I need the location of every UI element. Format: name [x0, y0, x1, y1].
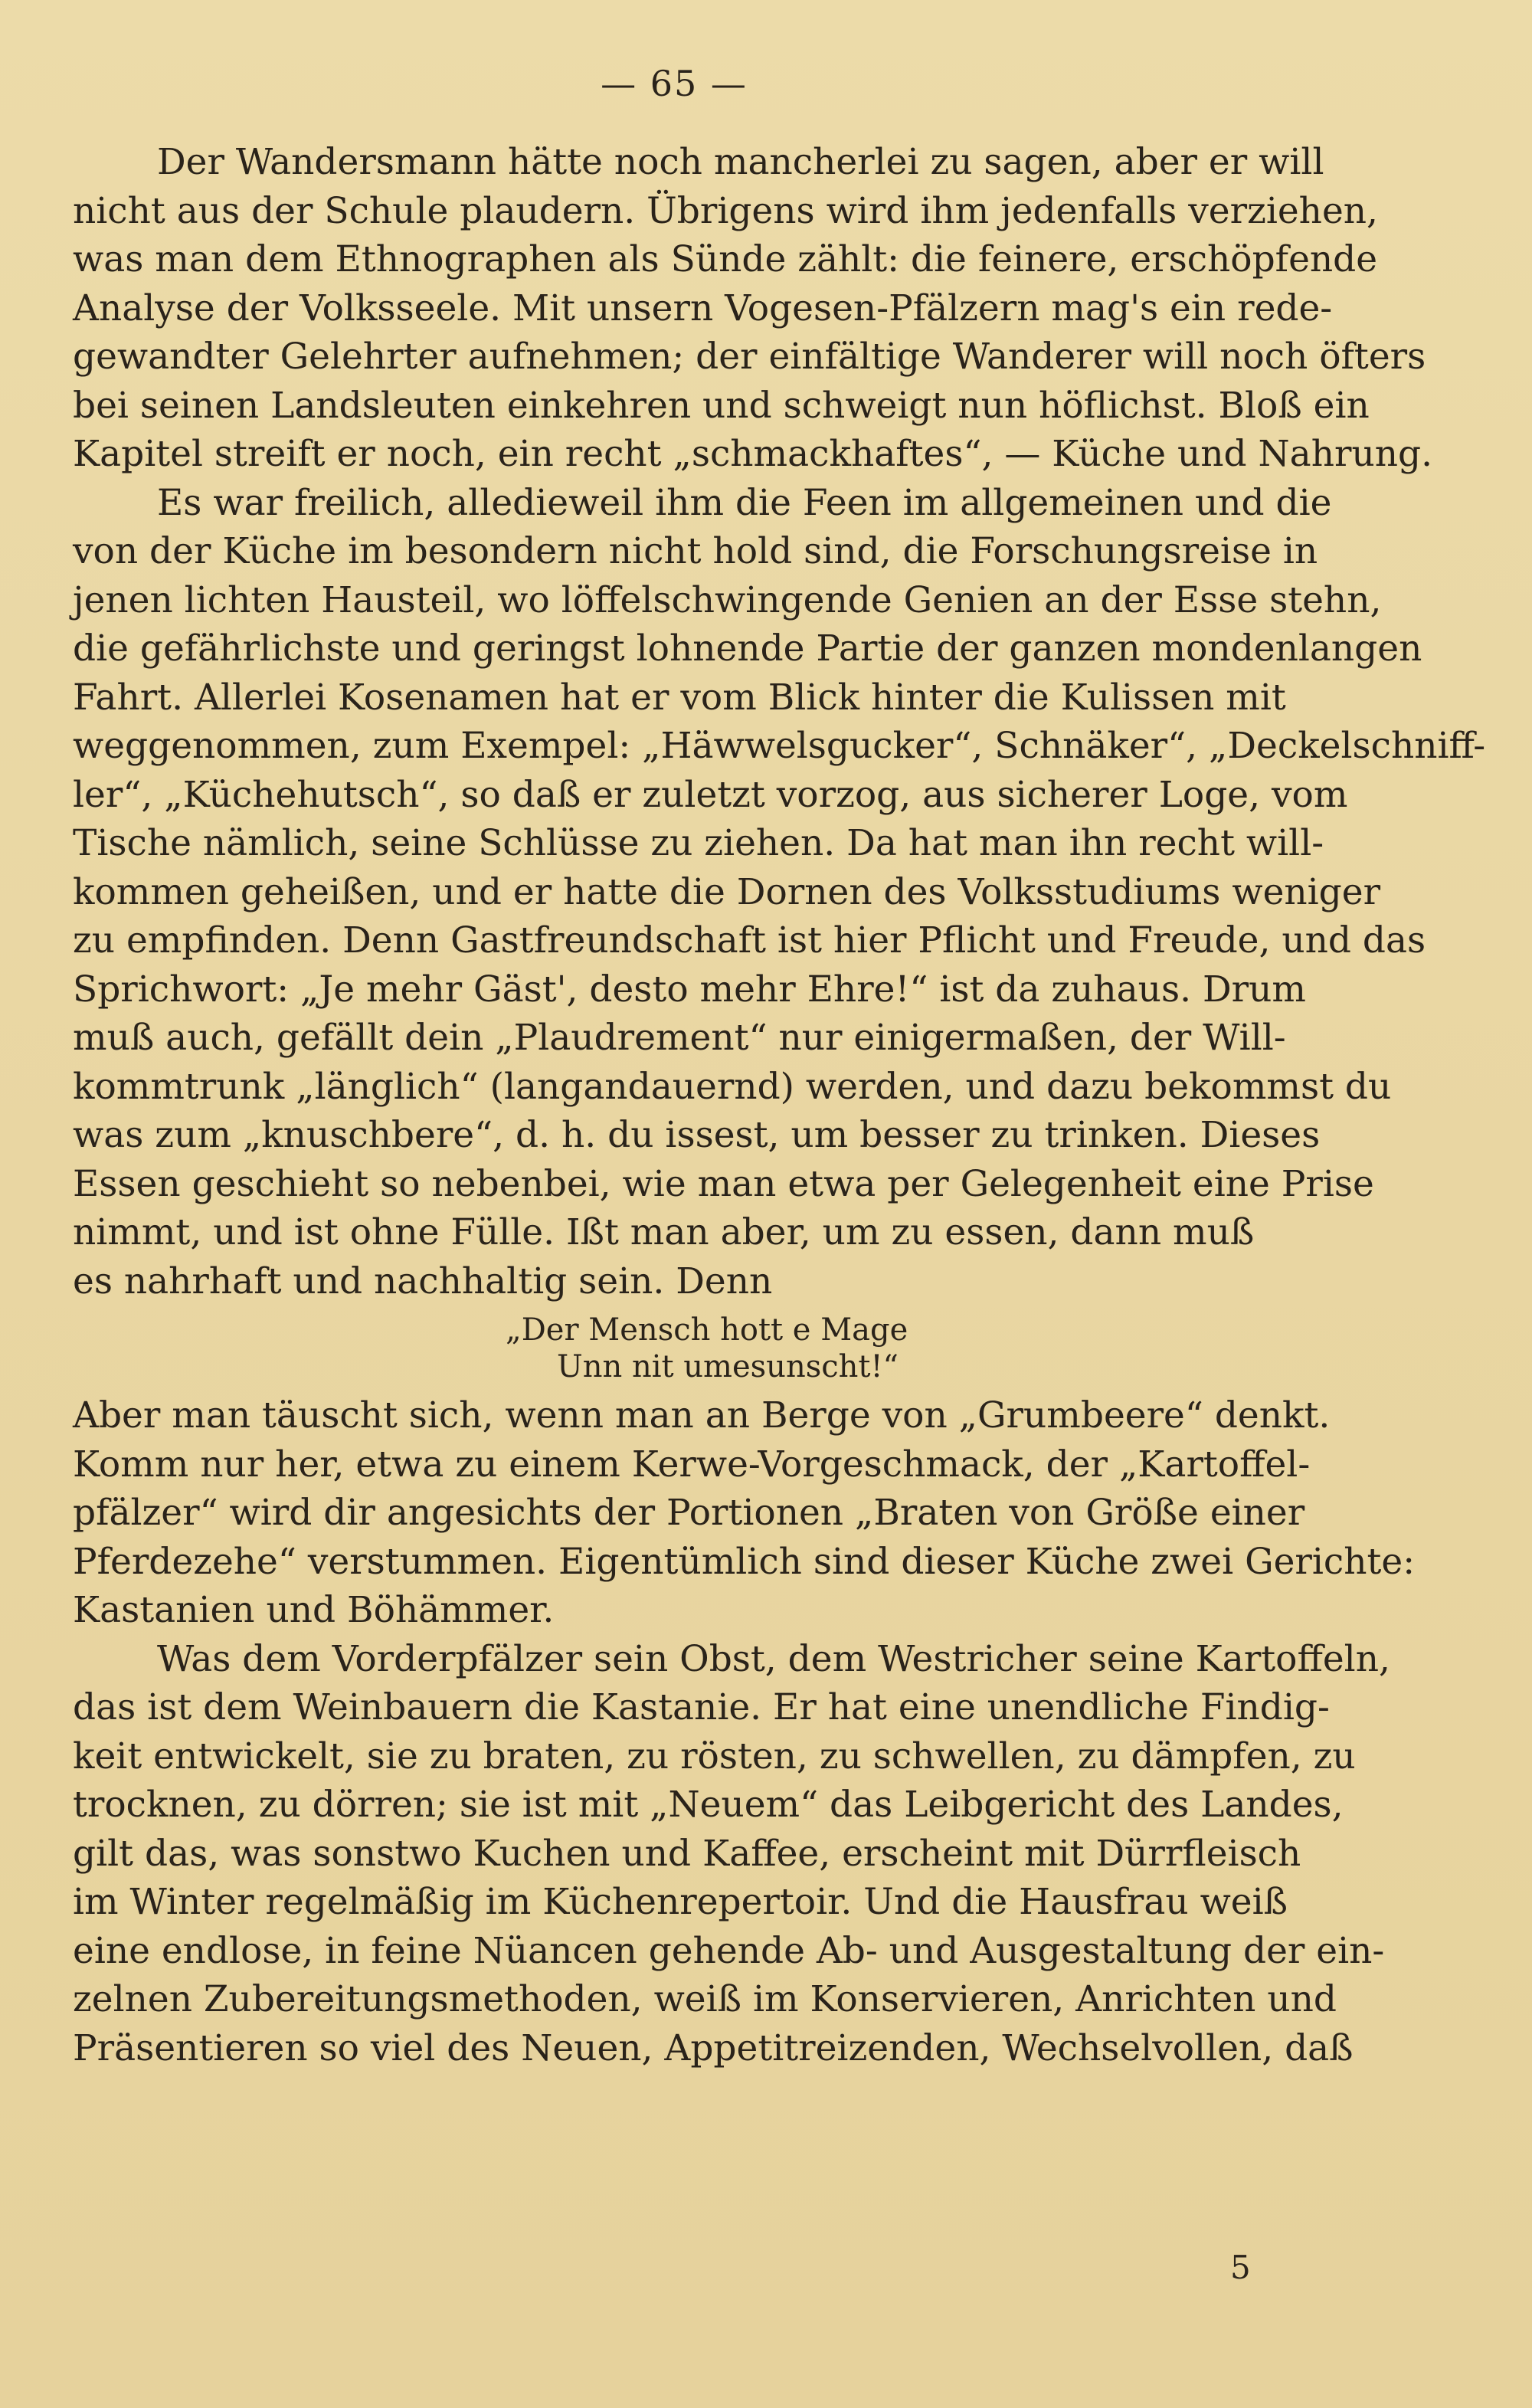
text-line: das ist dem Weinbauern die Kastanie. Er hat eine unendliche Findig-	[73, 1686, 1330, 1728]
text-line: Fahrt. Allerlei Kosenamen hat er vom Blick hinter die Kulissen mit	[73, 676, 1286, 719]
verse-line: Unn nit umesunscht!“	[557, 1349, 899, 1384]
text-line: keit entwickelt, sie zu braten, zu rösten, zu schwellen, zu dämpfen, zu	[73, 1735, 1356, 1777]
text-line: zu empfinden. Denn Gastfreundschaft ist hier Pflicht und Freude, und das	[73, 919, 1426, 962]
text-line: Was dem Vorderpfälzer sein Obst, dem Westricher seine Kartoffeln,	[157, 1637, 1390, 1680]
signature-mark: 5	[1230, 2249, 1251, 2286]
text-line: weggenommen, zum Exempel: „Häwwelsgucker“, Schnäker“, „Deckelschniff-	[73, 725, 1486, 767]
text-line: Kapitel streift er noch, ein recht „schmackhaftes“, — Küche und Nahrung.	[73, 433, 1433, 475]
text-line: muß auch, gefällt dein „Plaudrement“ nur einigermaßen, der Will-	[73, 1017, 1286, 1059]
text-line: Sprichwort: „Je mehr Gäst', desto mehr Ehre!“ ist da zuhaus. Drum	[73, 968, 1306, 1011]
page-number: — 65 —	[601, 63, 748, 104]
text-line: gilt das, was sonstwo Kuchen und Kaffee, erscheint mit Dürrfleisch	[73, 1832, 1301, 1875]
text-line: Aber man täuscht sich, wenn man an Berge von „Grumbeere“ denkt.	[73, 1394, 1331, 1437]
text-line: Komm nur her, etwa zu einem Kerwe-Vorgeschmack, der „Kartoffel-	[73, 1443, 1311, 1486]
text-line: Essen geschieht so nebenbei, wie man etwa per Gelegenheit eine Prise	[73, 1162, 1374, 1205]
text-line: nicht aus der Schule plaudern. Übrigens wird ihm jedenfalls verziehen,	[73, 189, 1378, 232]
text-line: pfälzer“ wird dir angesichts der Portionen „Braten von Größe einer	[73, 1492, 1305, 1534]
text-line: im Winter regelmäßig im Küchenrepertoir. Und die Hausfrau weiß	[73, 1881, 1288, 1923]
text-line: es nahrhaft und nachhaltig sein. Denn	[73, 1260, 773, 1302]
text-line: zelnen Zubereitungsmethoden, weiß im Konservieren, Anrichten und	[73, 1978, 1337, 2020]
text-line: ler“, „Küchehutsch“, so daß er zuletzt vorzog, aus sicherer Loge, vom	[73, 773, 1348, 816]
text-line: nimmt, und ist ohne Fülle. Ißt man aber, um zu essen, dann muß	[73, 1211, 1255, 1253]
text-line: Präsentieren so viel des Neuen, Appetitreizenden, Wechselvollen, daß	[73, 2026, 1354, 2069]
text-line: Pferdezehe“ verstummen. Eigentümlich sind dieser Küche zwei Gerichte:	[73, 1540, 1416, 1583]
body-text	[73, 138, 1486, 2072]
verse-line: „Der Mensch hott e Mage	[506, 1312, 908, 1348]
text-line: bei seinen Landsleuten einkehren und schweigt nun höflichst. Bloß ein	[73, 384, 1370, 427]
text-line: Es war freilich, alledieweil ihm die Feen im allgemeinen und die	[157, 481, 1332, 524]
text-line: kommtrunk „länglich“ (langandauernd) werden, und dazu bekommst du	[73, 1065, 1392, 1108]
text-line: Der Wandersmann hätte noch mancherlei zu sagen, aber er will	[157, 141, 1324, 183]
text-line: die gefährlichste und geringst lohnende Partie der ganzen mondenlangen	[73, 627, 1422, 670]
text-line: trocknen, zu dörren; sie ist mit „Neuem“ das Leibgericht des Landes,	[73, 1784, 1344, 1826]
text-line: Tische nämlich, seine Schlüsse zu ziehen. Da hat man ihn recht will-	[73, 822, 1324, 864]
text-line: Kastanien und Böhämmer.	[73, 1589, 555, 1631]
text-line: eine endlose, in feine Nüancen gehende Ab- und Ausgestaltung der ein-	[73, 1929, 1385, 1972]
text-line: Analyse der Volksseele. Mit unsern Vogesen-Pfälzern mag's ein rede-	[73, 287, 1333, 329]
text-line: kommen geheißen, und er hatte die Dornen des Volksstudiums weniger	[73, 870, 1381, 913]
text-line: jenen lichten Hausteil, wo löffelschwingende Genien an der Esse stehn,	[73, 578, 1382, 621]
text-line: gewandter Gelehrter aufnehmen; der einfältige Wanderer will noch öfters	[73, 336, 1426, 378]
text-line: was zum „knuschbere“, d. h. du issest, um besser zu trinken. Dieses	[73, 1114, 1321, 1156]
text-line: von der Küche im besondern nicht hold sind, die Forschungsreise in	[73, 530, 1318, 572]
text-line: was man dem Ethnographen als Sünde zählt: die feinere, erschöpfende	[73, 238, 1378, 280]
